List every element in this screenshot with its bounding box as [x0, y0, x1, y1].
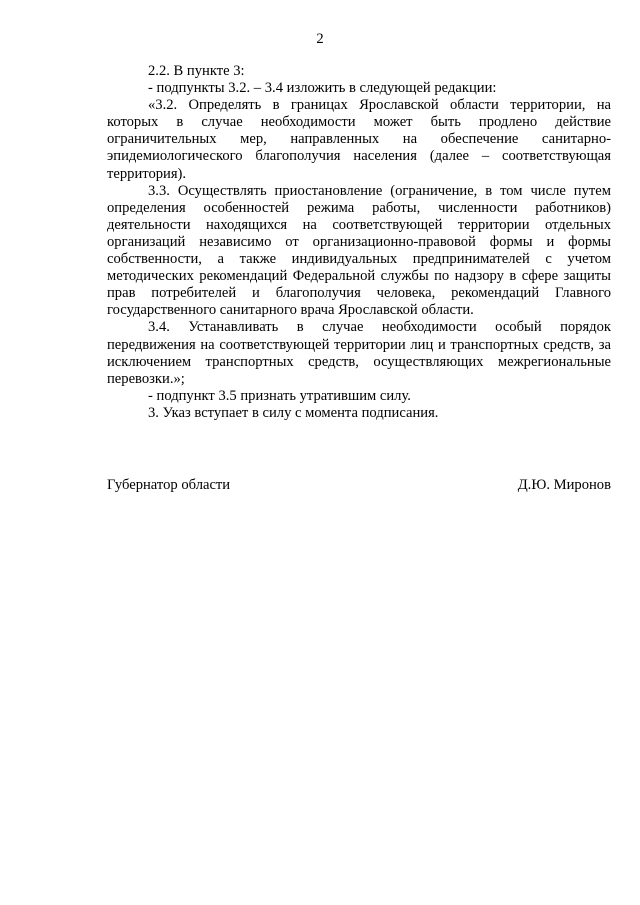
document-body — [107, 63, 611, 422]
paragraph-3: 3. Указ вступает в силу с момента подписания. — [148, 404, 439, 421]
paragraph-2-2: 2.2. В пункте 3: — [148, 63, 245, 79]
page-number: 2 — [316, 31, 324, 47]
signatory-name: Д.Ю. Миронов — [517, 477, 611, 493]
signatory-position: Губернатор области — [107, 477, 231, 493]
paragraph-3-3: 3.3. Осуществлять приостановление (ограничение, в том числе путем определения особенностей режима работы, численности работников) деятельности находящихся на соответствующей территории отдельных организаций независимо от организационно-правовой формы и формы собственности, а также индивидуальных предпринимателей с учетом методических рекомендаций Федеральной службы по надзору в сфере защиты прав потребителей и благополучия человека, рекомендаций Главного государственного санитарного врача Ярославской области. — [107, 182, 611, 319]
paragraph-subpoint-3-5: - подпункт 3.5 признать утратившим силу. — [148, 387, 411, 404]
paragraph-subpoints-3-2-3-4: - подпункты 3.2. – 3.4 изложить в следующей редакции: — [148, 80, 497, 97]
signature-block — [107, 477, 611, 494]
paragraph-3-2: «3.2. Определять в границах Ярославской области территории, на которых в случае необходимости может быть продлено действие ограничительных мер, направленных на обеспечение санитарно-эпидемиологического благополучия населения (далее – соответствующая территория). — [107, 97, 611, 182]
paragraph-3-4: 3.4. Устанавливать в случае необходимости особый порядок передвижения на соответствующей территории лиц и транспортных средств, за исключением транспортных средств, осуществляющих межрегиональные перевозки.»; — [107, 319, 611, 387]
